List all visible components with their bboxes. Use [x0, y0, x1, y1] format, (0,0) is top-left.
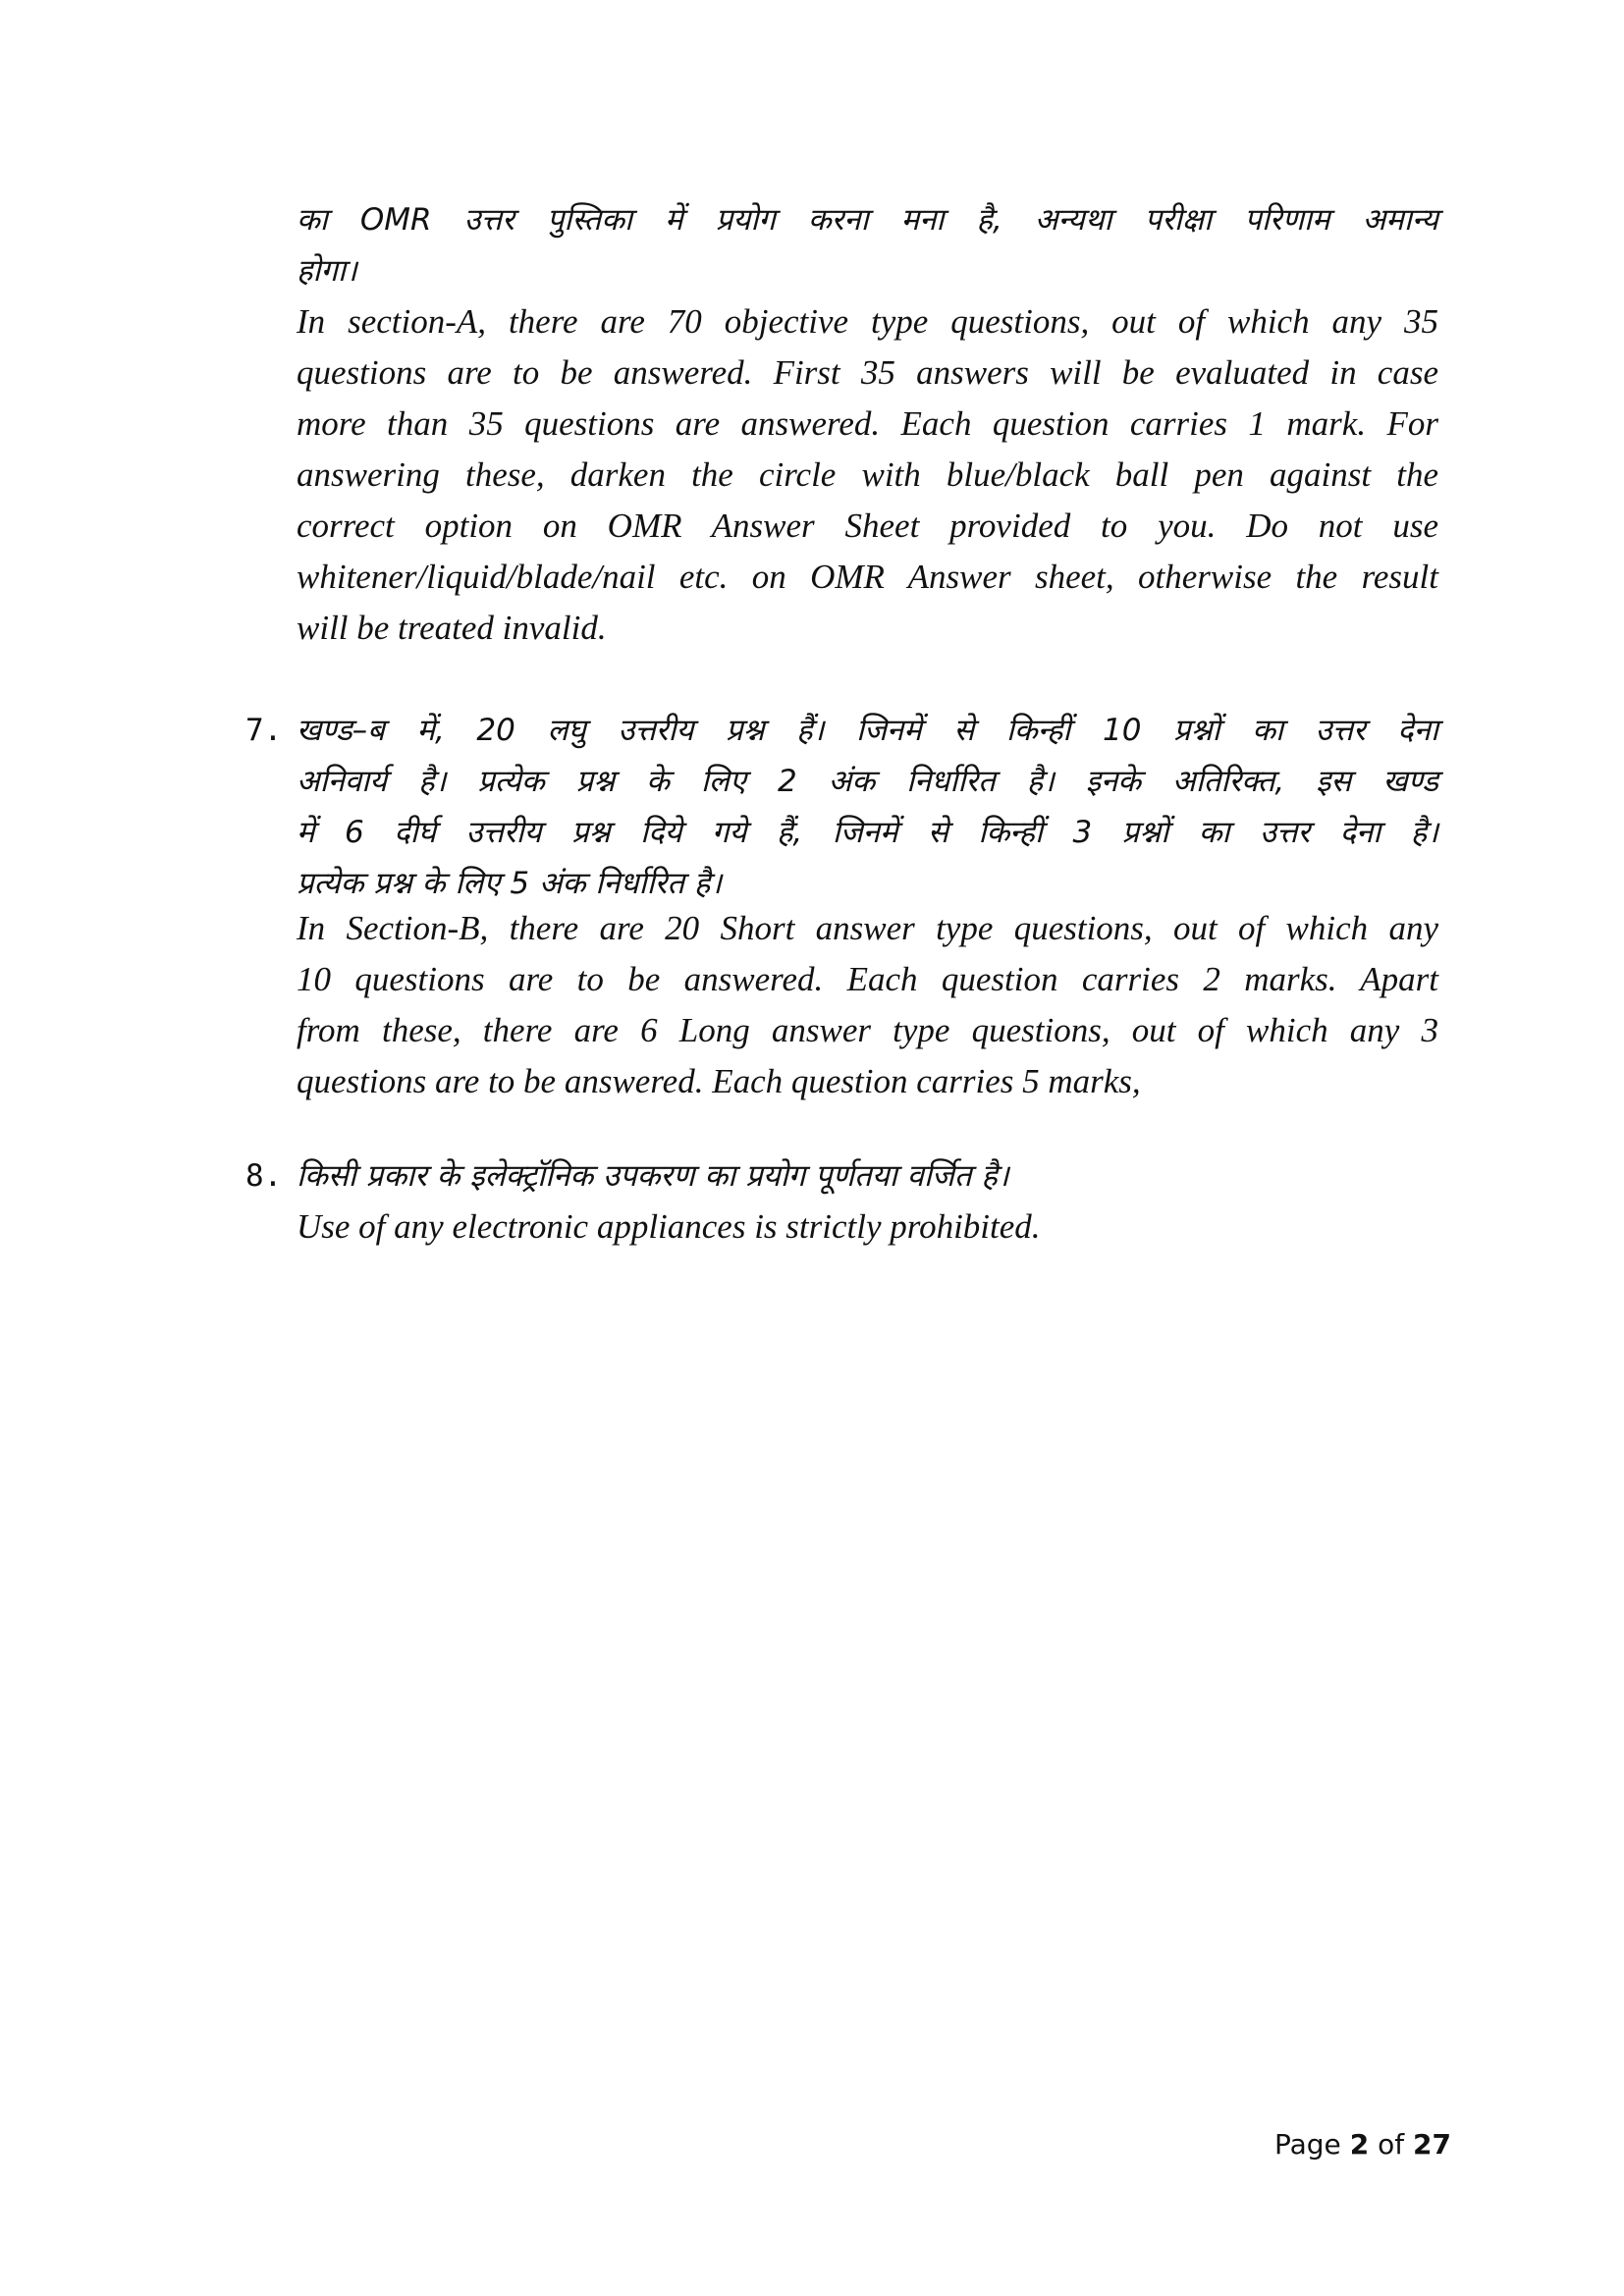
page-mid: of — [1369, 2128, 1413, 2161]
hindi-line: प्रत्येक प्रश्न के लिए 5 अंक निर्धारित है। — [297, 866, 723, 901]
item-number: 8. — [245, 1158, 283, 1194]
page-number-footer — [1274, 2128, 1451, 2161]
total-pages: 27 — [1412, 2128, 1451, 2161]
english-line: questions are to be answered. First 35 answers will be evaluated in case — [297, 353, 1438, 392]
hindi-line: किसी प्रकार के इलेक्ट्रॉनिक उपकरण का प्रयोग पूर्णतया वर्जित है। — [297, 1158, 1009, 1194]
english-line: will be treated invalid. — [297, 609, 607, 647]
english-line: from these, there are 6 Long answer type questions, out of which any 3 — [297, 1011, 1438, 1049]
english-line: correct option on OMR Answer Sheet provided to you. Do not use — [297, 507, 1438, 545]
english-line: In Section-B, there are 20 Short answer type questions, out of which any — [297, 909, 1438, 947]
item-number: 7. — [245, 713, 283, 748]
english-line: 10 questions are to be answered. Each question carries 2 marks. Apart — [297, 960, 1438, 998]
hindi-line: अनिवार्य है। प्रत्येक प्रश्न के लिए 2 अंक निर्धारित है। इनके अतिरिक्त, इस खण्ड — [297, 764, 1438, 799]
page-prefix: Page — [1274, 2128, 1350, 2161]
english-line: whitener/liquid/blade/nail etc. on OMR Answer sheet, otherwise the result — [297, 558, 1438, 596]
hindi-line: होगा। — [297, 253, 357, 289]
english-line: more than 35 questions are answered. Each question carries 1 mark. For — [297, 404, 1438, 443]
english-line: questions are to be answered. Each question carries 5 marks, — [297, 1062, 1141, 1100]
current-page: 2 — [1349, 2128, 1370, 2161]
english-line: answering these, darken the circle with blue/black ball pen against the — [297, 455, 1438, 494]
hindi-line: में 6 दीर्घ उत्तरीय प्रश्न दिये गये हैं, जिनमें से किन्हीं 3 प्रश्नों का उत्तर देना है। — [297, 815, 1438, 850]
hindi-line: का OMR उत्तर पुस्तिका में प्रयोग करना मना है, अन्यथा परीक्षा परिणाम अमान्य — [297, 202, 1438, 238]
hindi-line: खण्ड–ब में, 20 लघु उत्तरीय प्रश्न हैं। जिनमें से किन्हीं 10 प्रश्नों का उत्तर देना — [297, 713, 1438, 748]
english-line: In section-A, there are 70 objective type questions, out of which any 35 — [297, 302, 1438, 341]
english-line: Use of any electronic appliances is strictly prohibited. — [297, 1207, 1041, 1246]
